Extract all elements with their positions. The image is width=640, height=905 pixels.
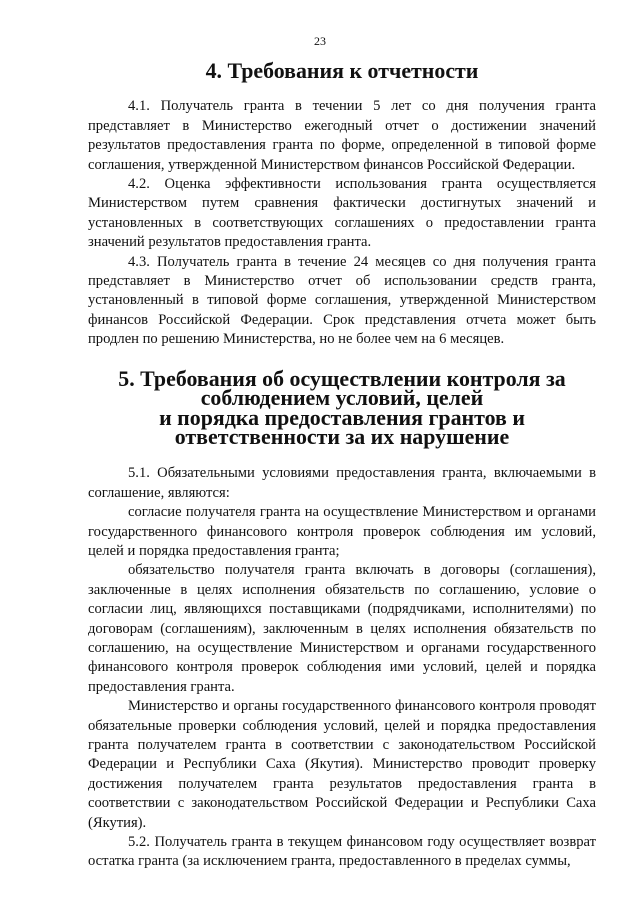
- document-body: [88, 60, 596, 872]
- paragraph-4-3: 4.3. Получатель гранта в течение 24 месяцев со дня получения гранта представляет в Министерство отчет об использовании средств гранта, установленный в типовой форме соглашения, утвержденной Министерством финансов Российской Федерации. Срок представления отчета может быть продлен по решению Министерства, но не более чем на 6 месяцев.: [88, 253, 596, 348]
- paragraph-5-1: 5.1. Обязательными условиями предоставления гранта, включаемыми в соглашение, являются:: [88, 465, 596, 501]
- section-5-title-line-1: 5. Требования об осуществлении контроля за соблюдением условий, целей: [118, 365, 566, 411]
- paragraph-4-2: 4.2. Оценка эффективности использования гранта осуществляется Министерством путем сравнения фактически достигнутых значений и установленных в соответствующих соглашениях о предоставлении гранта значений результатов предоставления гранта.: [88, 176, 596, 251]
- section-4-title: 4. Требования к отчетности: [205, 58, 479, 83]
- paragraph-5-2: 5.2. Получатель гранта в текущем финансовом году осуществляет возврат остатка гранта (за исключением гранта, предоставленного в пределах суммы,: [88, 834, 596, 870]
- paragraph-obligation: обязательство получателя гранта включать в договоры (соглашения), заключенные в целях исполнения обязательств по соглашению, условие о согласии лиц, являющихся поставщиками (подрядчиками, исполнителями) по договорам (соглашениям), заключенным в целях исполнения обязательств по соглашению, на осуществление Министерством и органами государственного финансового контроля проверок соблюдения ими условий, целей и порядка предоставления гранта.: [88, 562, 596, 695]
- section-5-title-line-2: и порядка предоставления грантов и ответственности за их нарушение: [159, 404, 525, 449]
- page-number: 23: [314, 34, 326, 48]
- paragraph-consent: согласие получателя гранта на осуществление Министерством и органами государственного финансового контроля проверок соблюдения им условий, целей и порядка предоставления гранта;: [88, 504, 596, 559]
- section-5-title: [88, 365, 596, 449]
- paragraph-4-1: 4.1. Получатель гранта в течении 5 лет со дня получения гранта представляет в Министерство ежегодный отчет о достижении значений результатов предоставления гранта по форме, определенной в типовой форме соглашения, утвержденной Министерством финансов Российской Федерации.: [88, 98, 596, 173]
- paragraph-inspections: Министерство и органы государственного финансового контроля проводят обязательные проверки соблюдения условий, целей и порядка предоставления гранта получателем гранта в соответствии с законодательством Российской Федерации и Республики Саха (Якутия). Министерство проводит проверку достижения получателем гранта результатов предоставления гранта в соответствии с законодательством Российской Федерации и Республики Саха (Якутия).: [88, 698, 596, 831]
